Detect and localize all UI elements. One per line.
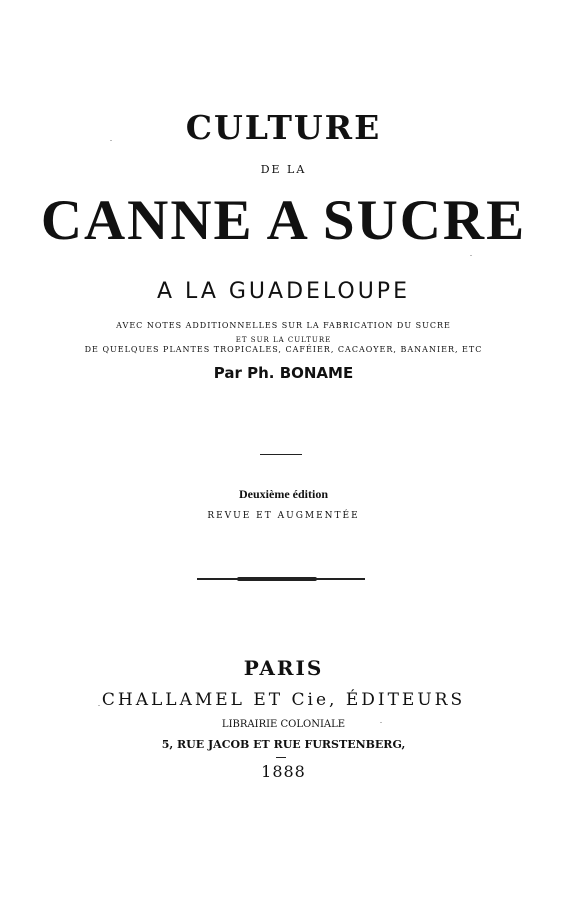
author-line: Par Ph. BONAME: [213, 364, 354, 382]
imprint-city: PARIS: [243, 656, 324, 680]
ornamental-divider: [197, 578, 365, 580]
year-divider: [276, 757, 286, 758]
subtitle-note-line-3: DE QUELQUES PLANTES TROPICALES, CAFÉIER, CACAOYER, BANANIER, ETC: [84, 345, 483, 354]
paper-speck: [380, 722, 382, 723]
imprint-address: 5, RUE JACOB ET RUE FURSTENBERG,: [161, 738, 406, 751]
paper-speck: [470, 255, 472, 256]
subtitle-note-line-2: ET SUR LA CULTURE: [235, 336, 332, 344]
imprint-library: LIBRAIRIE COLONIALE: [221, 719, 346, 730]
title-line-culture: CULTURE: [185, 108, 382, 147]
edition-revised: REVUE ET AUGMENTÉE: [207, 511, 360, 521]
short-divider: [260, 454, 302, 455]
subtitle-note-line-1: AVEC NOTES ADDITIONNELLES SUR LA FABRICATION DU SUCRE: [116, 321, 451, 330]
imprint-year: 1888: [261, 762, 306, 781]
title-line-guadeloupe: A LA GUADELOUPE: [157, 279, 410, 304]
edition-label: Deuxième édition: [239, 487, 328, 501]
title-line-canne-a-sucre: CANNE A SUCRE: [40, 189, 527, 252]
paper-speck: [98, 705, 100, 706]
imprint-publisher: CHALLAMEL ET Cie, ÉDITEURS: [101, 690, 466, 710]
paper-speck: [110, 140, 112, 141]
title-line-de-la: DE LA: [260, 163, 307, 176]
